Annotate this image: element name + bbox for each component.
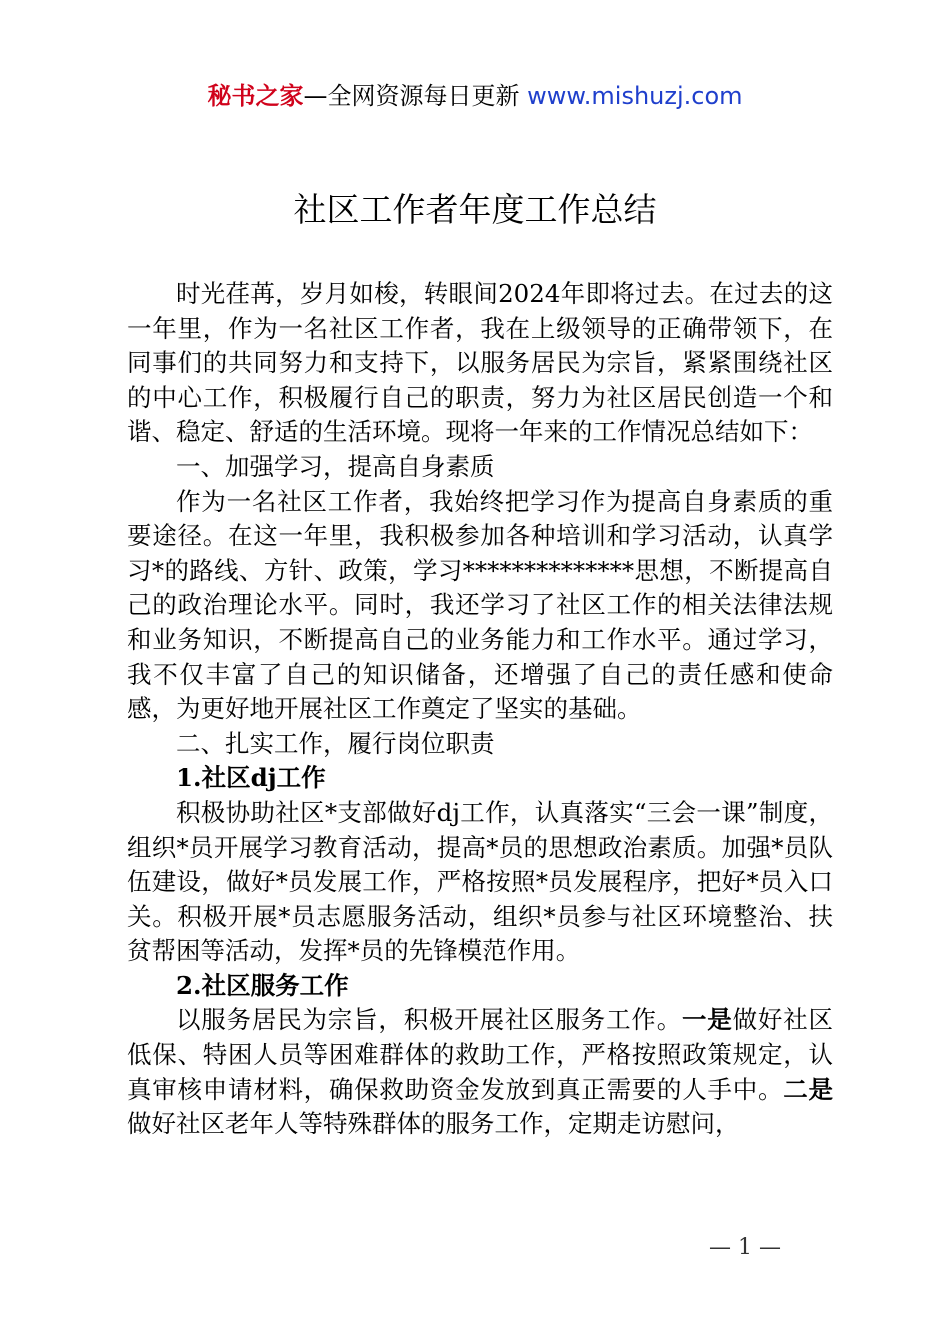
first-point-text: 做好社区低保、特困人员等困难群体的救助工作，严格按照政策规定，认真审核申请材料，确保救助资金发放到真正需要的人手中。: [127, 1005, 834, 1104]
section-heading-work: 二、扎实工作，履行岗位职责: [176, 728, 495, 758]
second-point-text: 做好社区老年人等特殊群体的服务工作，定期走访慰问，: [127, 1109, 740, 1139]
study-paragraph: 作为一名社区工作者，我始终把学习作为提高自身素质的重要途径。在这一年里，我积极参加各种培训和学习活动，认真学习*的路线、方针、政策，学习**************思想，不断提高自己的政治理论水平。同时，我还学习了社区工作的相关法律法规和业务知识，不断提高自己的业务能力和工作水平。通过学习，我不仅丰富了自己的知识储备，还增强了自己的责任感和使命感，为更好地开展社区工作奠定了坚实的基础。: [127, 486, 833, 724]
subheading-dj-work: 1.社区dj工作: [176, 763, 326, 793]
document-title: 社区工作者年度工作总结: [293, 190, 657, 229]
community-service-paragraph: [127, 1003, 833, 1141]
document-body: [127, 277, 833, 1142]
intro-paragraph: 时光荏苒，岁月如梭，转眼间2024年即将过去。在过去的这一年里，作为一名社区工作者，我在上级领导的正确带领下，在同事们的共同努力和支持下，以服务居民为宗旨，紧紧围绕社区的中心工作，积极履行自己的职责，努力为社区居民创造一个和谐、稳定、舒适的生活环境。现将一年来的工作情况总结如下：: [127, 279, 833, 447]
dj-work-paragraph: 积极协助社区*支部做好dj工作，认真落实“三会一课”制度，组织*员开展学习教育活动，提高*员的思想政治素质。加强*员队伍建设，做好*员发展工作，严格按照*员发展程序，把好*员入口关。积极开展*员志愿服务活动，组织*员参与社区环境整治、扶贫帮困等活动，发挥*员的先锋模范作用。: [127, 797, 833, 966]
service-lead-text: 以服务居民为宗旨，积极开展社区服务工作。: [176, 1005, 682, 1035]
site-banner: [0, 80, 950, 112]
section-heading-study: 一、加强学习，提高自身素质: [176, 451, 495, 481]
banner-slogan: —全网资源每日更新: [303, 82, 528, 110]
first-point-marker: 一是: [682, 1005, 733, 1035]
subheading-community-service: 2.社区服务工作: [176, 970, 349, 1000]
second-point-marker: 二是: [783, 1074, 834, 1104]
site-url-link[interactable]: www.mishuzj.com: [527, 82, 743, 110]
brand-name: 秘书之家: [207, 82, 304, 110]
page-number: — 1 —: [709, 1235, 781, 1260]
